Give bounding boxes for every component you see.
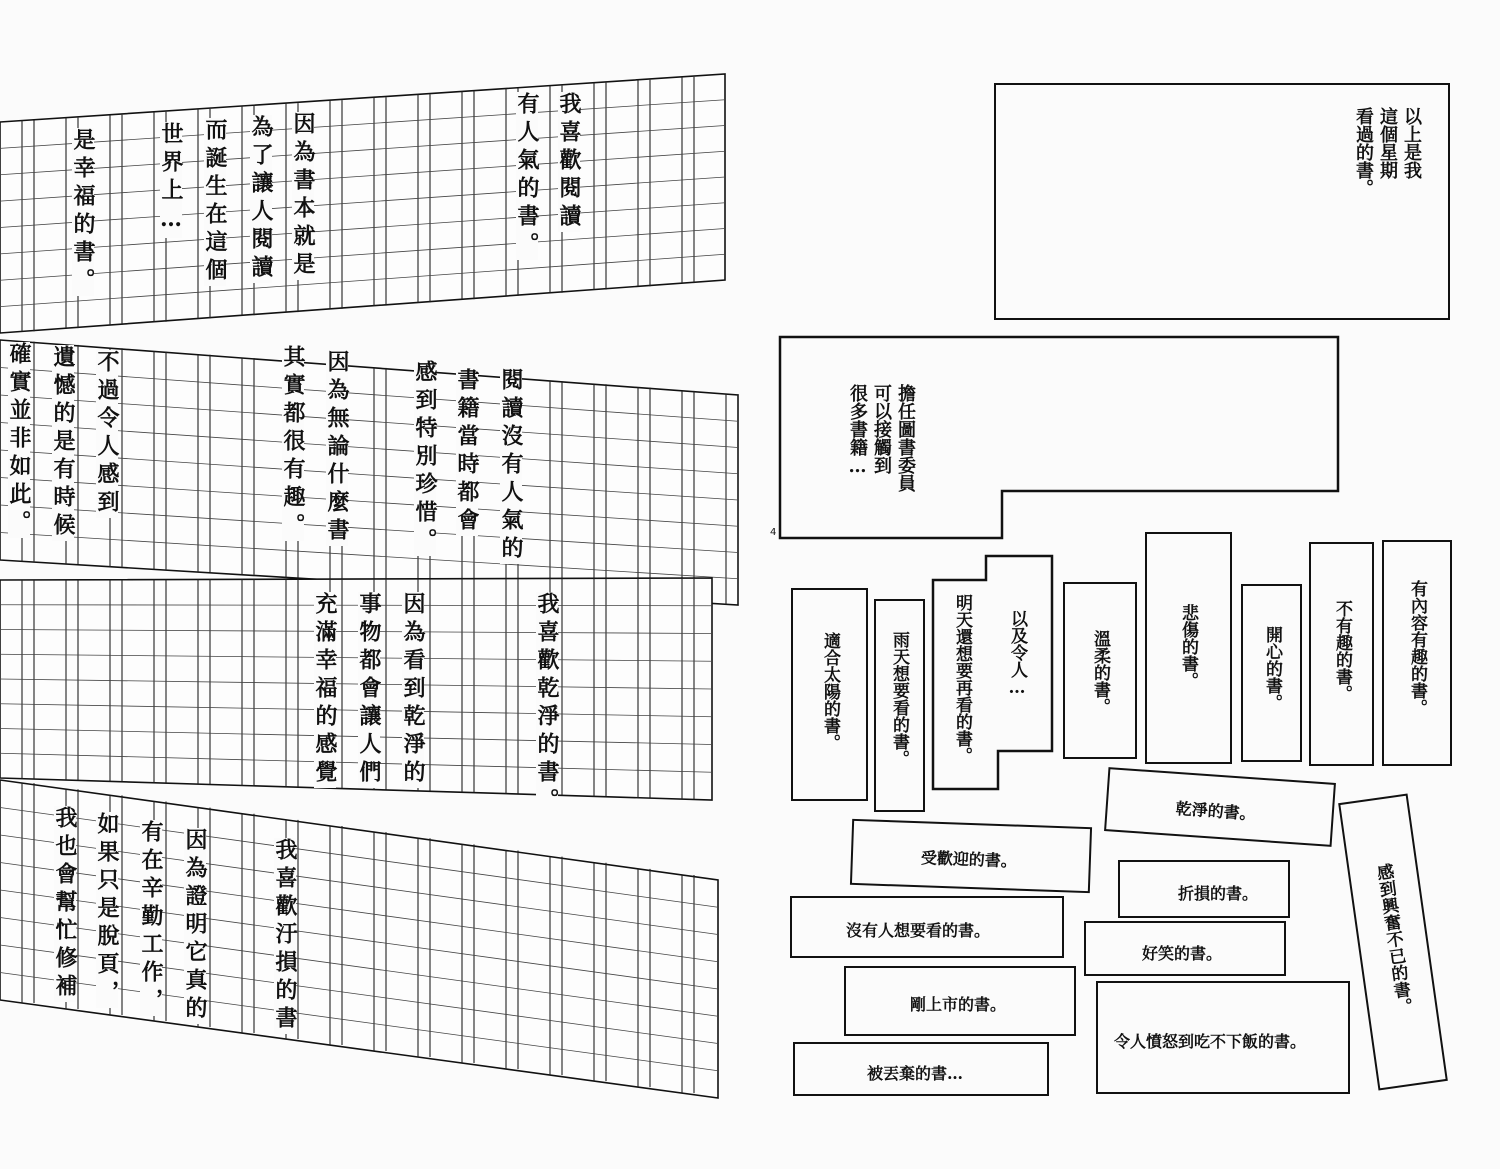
book-flat-2-text: 受歡迎的書。 bbox=[920, 848, 1018, 871]
book-spine-4 bbox=[1145, 532, 1232, 764]
book-spine-6-frame bbox=[930, 553, 1056, 793]
strip-2-line-1: 閱讀沒有人氣的 bbox=[498, 368, 524, 564]
book-flat-5-text: 好笑的書。 bbox=[1142, 944, 1223, 963]
strip-1-line-6: 世界上… bbox=[158, 122, 184, 238]
book-spine-4-text: 悲傷的書。 bbox=[1178, 604, 1198, 689]
book-spine-3-text: 開心的書。 bbox=[1262, 626, 1282, 711]
book-flat-6-text: 剛上市的書。 bbox=[910, 995, 1007, 1014]
book-flat-3-text: 折損的書。 bbox=[1178, 884, 1259, 903]
narration-mid-line-3: 很多書籍… bbox=[847, 384, 868, 477]
strip-4-line-5: 我也會幫忙修補 bbox=[52, 806, 78, 1002]
book-spine-1 bbox=[1382, 540, 1452, 766]
book-flat-6 bbox=[844, 966, 1076, 1036]
narration-top-line-3: 看過的書。 bbox=[1353, 107, 1374, 197]
narration-mid-line-2: 可以接觸到 bbox=[871, 384, 892, 474]
book-flat-7-text: 令人憤怒到吃不下飯的書。 bbox=[1114, 1032, 1307, 1051]
book-spine-5 bbox=[1063, 582, 1137, 759]
strip-2-line-8: 確實並非如此。 bbox=[6, 342, 32, 538]
book-flat-7 bbox=[1096, 981, 1350, 1094]
strip-3-line-4: 充滿幸福的感覺 bbox=[312, 592, 338, 788]
narration-top-line-2: 這個星期 bbox=[1377, 107, 1398, 179]
book-spine-7 bbox=[874, 599, 925, 812]
book-flat-4 bbox=[790, 896, 1064, 958]
strip-3-line-2: 因為看到乾淨的 bbox=[400, 592, 426, 788]
strip-2-line-7: 遺憾的是有時候 bbox=[50, 345, 76, 541]
strip-2-line-5: 其實都很有趣。 bbox=[280, 345, 306, 541]
book-flat-2 bbox=[850, 819, 1092, 893]
strip-1-line-2: 有人氣的書。 bbox=[514, 92, 540, 260]
page-number: 4 bbox=[770, 527, 777, 538]
book-flat-8-text: 被丟棄的書… bbox=[867, 1064, 964, 1083]
book-flat-8 bbox=[793, 1042, 1049, 1096]
strip-3-line-1: 我喜歡乾淨的書。 bbox=[534, 592, 560, 816]
book-flat-1 bbox=[1104, 767, 1336, 847]
book-spine-3 bbox=[1241, 584, 1302, 762]
strip-4-line-1: 我喜歡汙損的書 bbox=[272, 838, 298, 1034]
strip-2-line-6: 不過令人感到 bbox=[94, 350, 120, 518]
strip-3-line-3: 事物都會讓人們 bbox=[356, 592, 382, 788]
book-spine-9-text: 感到興奮不已的書。 bbox=[1372, 862, 1414, 1017]
book-spine-1-text: 有內容有趣的書。 bbox=[1407, 580, 1427, 716]
book-spine-5-text: 溫柔的書。 bbox=[1090, 630, 1110, 715]
narration-top-line-1: 以上是我 bbox=[1401, 107, 1422, 179]
strip-1-line-1: 我喜歡閱讀 bbox=[556, 92, 582, 232]
book-spine-6-text-b: 明天還想要再看的書。 bbox=[952, 594, 972, 764]
strip-1-line-7: 是幸福的書。 bbox=[70, 128, 96, 296]
strip-4-line-2: 因為證明它真的 bbox=[182, 828, 208, 1024]
strip-2-line-2: 書籍當時都會 bbox=[454, 368, 480, 536]
book-spine-2 bbox=[1309, 542, 1374, 766]
book-flat-3 bbox=[1118, 860, 1290, 918]
narration-mid-line-1: 擔任圖書委員 bbox=[895, 384, 916, 492]
book-flat-4-text: 沒有人想要看的書。 bbox=[846, 921, 991, 940]
book-spine-6-text-a: 以及令人… bbox=[1007, 610, 1027, 698]
book-spine-8-text: 適合太陽的書。 bbox=[820, 632, 840, 751]
book-spine-2-text: 不有趣的書。 bbox=[1332, 600, 1352, 702]
strip-2-line-4: 因為無論什麼書 bbox=[324, 350, 350, 546]
narration-box-top bbox=[994, 83, 1450, 320]
strip-2-line-3: 感到特別珍惜。 bbox=[412, 360, 438, 556]
strip-1-line-4: 為了讓人閱讀 bbox=[248, 115, 274, 283]
grid-strip-1 bbox=[0, 74, 725, 333]
book-flat-1-text: 乾淨的書。 bbox=[1175, 798, 1257, 824]
book-flat-5 bbox=[1084, 921, 1286, 976]
book-spine-8 bbox=[791, 588, 868, 801]
book-spine-9 bbox=[1338, 794, 1448, 1091]
strip-1-line-3: 因為書本就是 bbox=[290, 112, 316, 280]
book-spine-7-text: 雨天想要看的書。 bbox=[889, 631, 909, 767]
strip-4-line-3: 有在辛勤工作， bbox=[138, 820, 164, 1016]
strip-4-line-4: 如果只是脫頁， bbox=[94, 812, 120, 1008]
strip-1-line-5: 而誕生在這個 bbox=[202, 118, 228, 286]
